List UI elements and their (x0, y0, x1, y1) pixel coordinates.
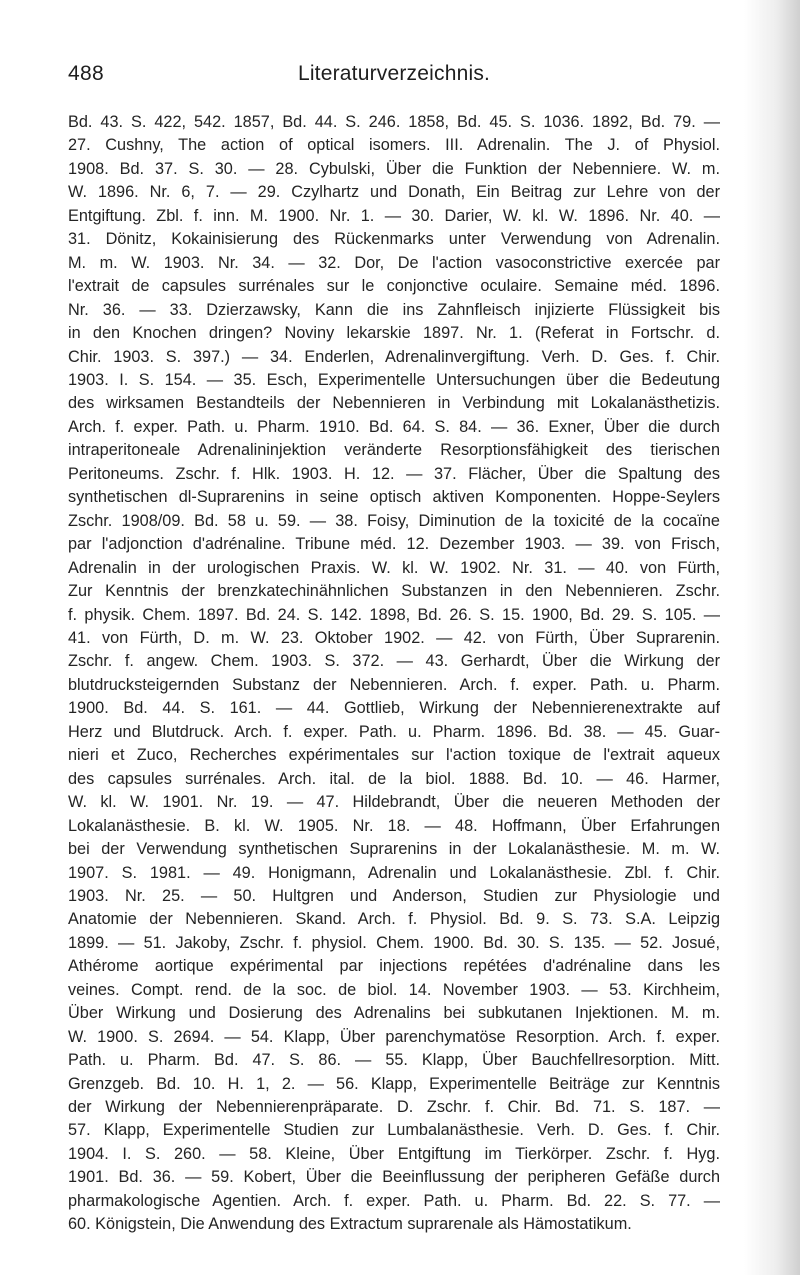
text-line: 1900. Bd. 44. S. 161. — 44. Gottlieb, Wirkung der Nebennierenextrakte auf (68, 699, 720, 718)
text-line: pharmakologische Agentien. Arch. f. exper. Path. u. Pharm. Bd. 22. S. 77. — (68, 1191, 720, 1210)
text-line: 1908. Bd. 37. S. 30. — 28. Cybulski, Über die Funktion der Nebenniere. W. m. (68, 159, 720, 178)
page-header (68, 50, 720, 90)
text-line: Path. u. Pharm. Bd. 47. S. 86. — 55. Klapp, Über Bauchfellresorption. Mitt. (68, 1051, 720, 1070)
text-line: W. kl. W. 1901. Nr. 19. — 47. Hildebrandt, Über die neueren Methoden der (68, 793, 720, 812)
text-line: Lokalanästhesie. B. kl. W. 1905. Nr. 18. — 48. Hoffmann, Über Erfahrungen (68, 816, 720, 835)
text-line: 60. Königstein, Die Anwendung des Extractum suprarenale als Hämostatikum. (68, 1215, 632, 1234)
text-line: 57. Klapp, Experimentelle Studien zur Lumbalanästhesie. Verh. D. Ges. f. Chir. (68, 1121, 720, 1140)
text-line: 1901. Bd. 36. — 59. Kobert, Über die Beeinflussung der peripheren Gefäße durch (68, 1168, 720, 1187)
text-line: blutdrucksteigernden Substanz der Nebennieren. Arch. f. exper. Path. u. Pharm. (68, 675, 720, 694)
text-line: Zur Kenntnis der brenzkatechinähnlichen Substanzen in den Nebennieren. Zschr. (68, 582, 720, 601)
text-line: 1903. Nr. 25. — 50. Hultgren und Anderson, Studien zur Physiologie und (68, 886, 720, 905)
text-line: 41. von Fürth, D. m. W. 23. Oktober 1902. — 42. von Fürth, Über Suprarenin. (68, 628, 720, 647)
text-line: in den Knochen dringen? Noviny lekarskie 1897. Nr. 1. (Referat in Fortschr. d. (68, 324, 720, 343)
text-line: Anatomie der Nebennieren. Skand. Arch. f. Physiol. Bd. 9. S. 73. S.A. Leipzig (68, 910, 720, 929)
text-line: 1899. — 51. Jakoby, Zschr. f. physiol. Chem. 1900. Bd. 30. S. 135. — 52. Josué, (68, 933, 720, 952)
text-line: Chir. 1903. S. 397.) — 34. Enderlen, Adrenalinvergiftung. Verh. D. Ges. f. Chir. (68, 347, 720, 366)
text-line: Zschr. 1908/09. Bd. 58 u. 59. — 38. Foisy, Diminution de la toxicité de la cocaïne (68, 511, 720, 530)
text-line: W. 1896. Nr. 6, 7. — 29. Czylhartz und Donath, Ein Beitrag zur Lehre von der (68, 183, 720, 202)
text-line: Über Wirkung und Dosierung des Adrenalins bei subkutanen Injektionen. M. m. (68, 1004, 720, 1023)
text-line: Nr. 36. — 33. Dzierzawsky, Kann die ins Zahnfleisch injizierte Flüssigkeit bis (68, 300, 720, 319)
text-line: 31. Dönitz, Kokainisierung des Rückenmarks unter Verwendung von Adrenalin. (68, 230, 720, 249)
text-line: 1907. S. 1981. — 49. Honigmann, Adrenalin und Lokalanästhesie. Zbl. f. Chir. (68, 863, 720, 882)
text-line: f. physik. Chem. 1897. Bd. 24. S. 142. 1898, Bd. 26. S. 15. 1900, Bd. 29. S. 105. — (68, 605, 720, 624)
text-line: Grenzgeb. Bd. 10. H. 1, 2. — 56. Klapp, Experimentelle Beiträge zur Kenntnis (68, 1074, 720, 1093)
text-line: nieri et Zuco, Recherches expérimentales sur l'action toxique de l'extrait aqueux (68, 746, 720, 765)
text-line: der Wirkung der Nebennierenpräparate. D. Zschr. f. Chir. Bd. 71. S. 187. — (68, 1098, 720, 1117)
text-line: Peritoneums. Zschr. f. Hlk. 1903. H. 12. — 37. Flächer, Über die Spaltung des (68, 464, 720, 483)
text-line: 1903. I. S. 154. — 35. Esch, Experimentelle Untersuchungen über die Bedeutung (68, 370, 720, 389)
text-line: Athérome aortique expérimental par injections repétées d'adrénaline dans les (68, 957, 720, 976)
text-line: W. 1900. S. 2694. — 54. Klapp, Über parenchymatöse Resorption. Arch. f. exper. (68, 1027, 720, 1046)
text-line: Herz und Blutdruck. Arch. f. exper. Path. u. Pharm. 1896. Bd. 38. — 45. Guar- (68, 722, 720, 741)
text-line: Zschr. f. angew. Chem. 1903. S. 372. — 43. Gerhardt, Über die Wirkung der (68, 652, 720, 671)
text-line: l'extrait de capsules surrénales sur le conjonctive oculaire. Semaine méd. 1896. (68, 277, 720, 296)
text-line: Bd. 43. S. 422, 542. 1857, Bd. 44. S. 246. 1858, Bd. 45. S. 1036. 1892, Bd. 79. — (68, 113, 720, 131)
text-line: M. m. W. 1903. Nr. 34. — 32. Dor, De l'action vasoconstrictive exercée par (68, 253, 720, 272)
text-line: intraperitoneale Adrenalininjektion veränderte Resorptionsfähigkeit des tierischen (68, 441, 720, 460)
text-line: Adrenalin in der urologischen Praxis. W. kl. W. 1902. Nr. 31. — 40. von Fürth, (68, 558, 720, 577)
text-line: veines. Compt. rend. de la soc. de biol. 14. November 1903. — 53. Kirchheim, (68, 980, 720, 999)
text-line: Arch. f. exper. Path. u. Pharm. 1910. Bd. 64. S. 84. — 36. Exner, Über die durch (68, 417, 720, 436)
running-title: Literaturverzeichnis. (297, 62, 491, 85)
text-line: des capsules surrénales. Arch. ital. de la biol. 1888. Bd. 10. — 46. Harmer, (68, 769, 720, 788)
text-line: par l'adjonction d'adrénaline. Tribune méd. 12. Dezember 1903. — 39. von Frisch, (68, 535, 720, 554)
page-number: 488 (68, 62, 104, 85)
text-line: synthetischen dl-Suprarenins in seine optisch aktiven Komponenten. Hoppe-Seylers (68, 488, 720, 507)
text-line: bei der Verwendung synthetischen Suprarenins in der Lokalanästhesie. M. m. W. (68, 840, 720, 859)
bibliography-text (68, 111, 720, 1237)
text-line: des wirksamen Bestandteils der Nebennieren in Verbindung mit Lokalanästhetizis. (68, 394, 720, 413)
text-line: 27. Cushny, The action of optical isomers. III. Adrenalin. The J. of Physiol. (68, 136, 720, 155)
text-line: Entgiftung. Zbl. f. inn. M. 1900. Nr. 1. — 30. Darier, W. kl. W. 1896. Nr. 40. — (68, 206, 720, 225)
text-line: 1904. I. S. 260. — 58. Kleine, Über Entgiftung im Tierkörper. Zschr. f. Hyg. (68, 1144, 720, 1163)
